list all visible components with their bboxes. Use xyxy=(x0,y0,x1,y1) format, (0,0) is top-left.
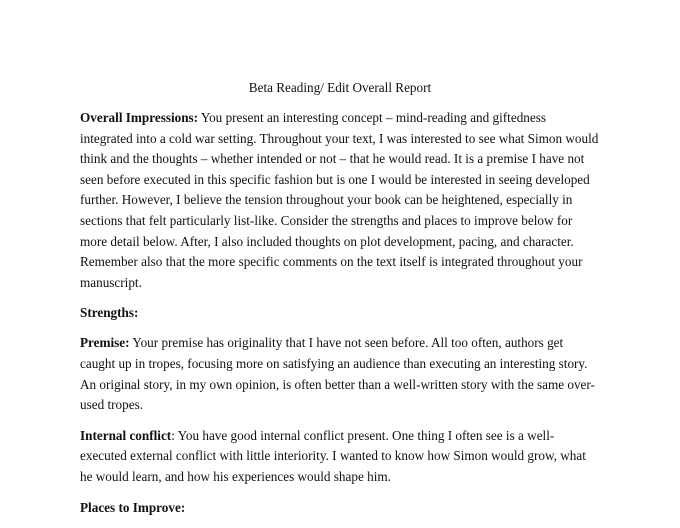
premise-paragraph xyxy=(80,333,600,415)
internal-conflict-paragraph xyxy=(80,426,600,488)
places-to-improve-heading: Places to Improve: xyxy=(80,499,186,515)
premise-label: Premise: xyxy=(80,335,130,351)
document-page xyxy=(80,78,600,528)
strengths-heading: Strengths: xyxy=(80,305,139,321)
internal-conflict-text: : You have good internal conflict present. One thing I often see is a well-executed external conflict with little interiority. I wanted to know how Simon would grow, what he would learn, and how his experiences would shape him. xyxy=(80,427,586,484)
overall-impressions-paragraph xyxy=(80,108,600,293)
internal-conflict-label: Internal conflict xyxy=(80,427,172,443)
premise-text: Your premise has originality that I have not seen before. All too often, authors get caught up in tropes, focusing more on satisfying an audience than executing an interesting story. An original story, in my own opinion, is often better than a well-written story with the same over-used tropes. xyxy=(80,335,595,413)
overall-impressions-text: You present an interesting concept – mind-reading and giftedness integrated into a cold war setting. Throughout your text, I was interested to see what Simon would think and the thoughts – whether intended or not – that he would read. It is a premise I have not seen before executed in this specific fashion but is one I would be interested in seeing developed further. However, I believe the tension throughout your book can be heightened, especially in sections that felt particularly list-like. Consider the strengths and places to improve below for more detail below. After, I also included thoughts on plot development, pacing, and character. Remember also that the more specific comments on the text itself is integrated throughout your manuscript. xyxy=(80,110,599,290)
document-title: Beta Reading/ Edit Overall Report xyxy=(248,80,432,95)
overall-impressions-label: Overall Impressions: xyxy=(80,110,199,125)
